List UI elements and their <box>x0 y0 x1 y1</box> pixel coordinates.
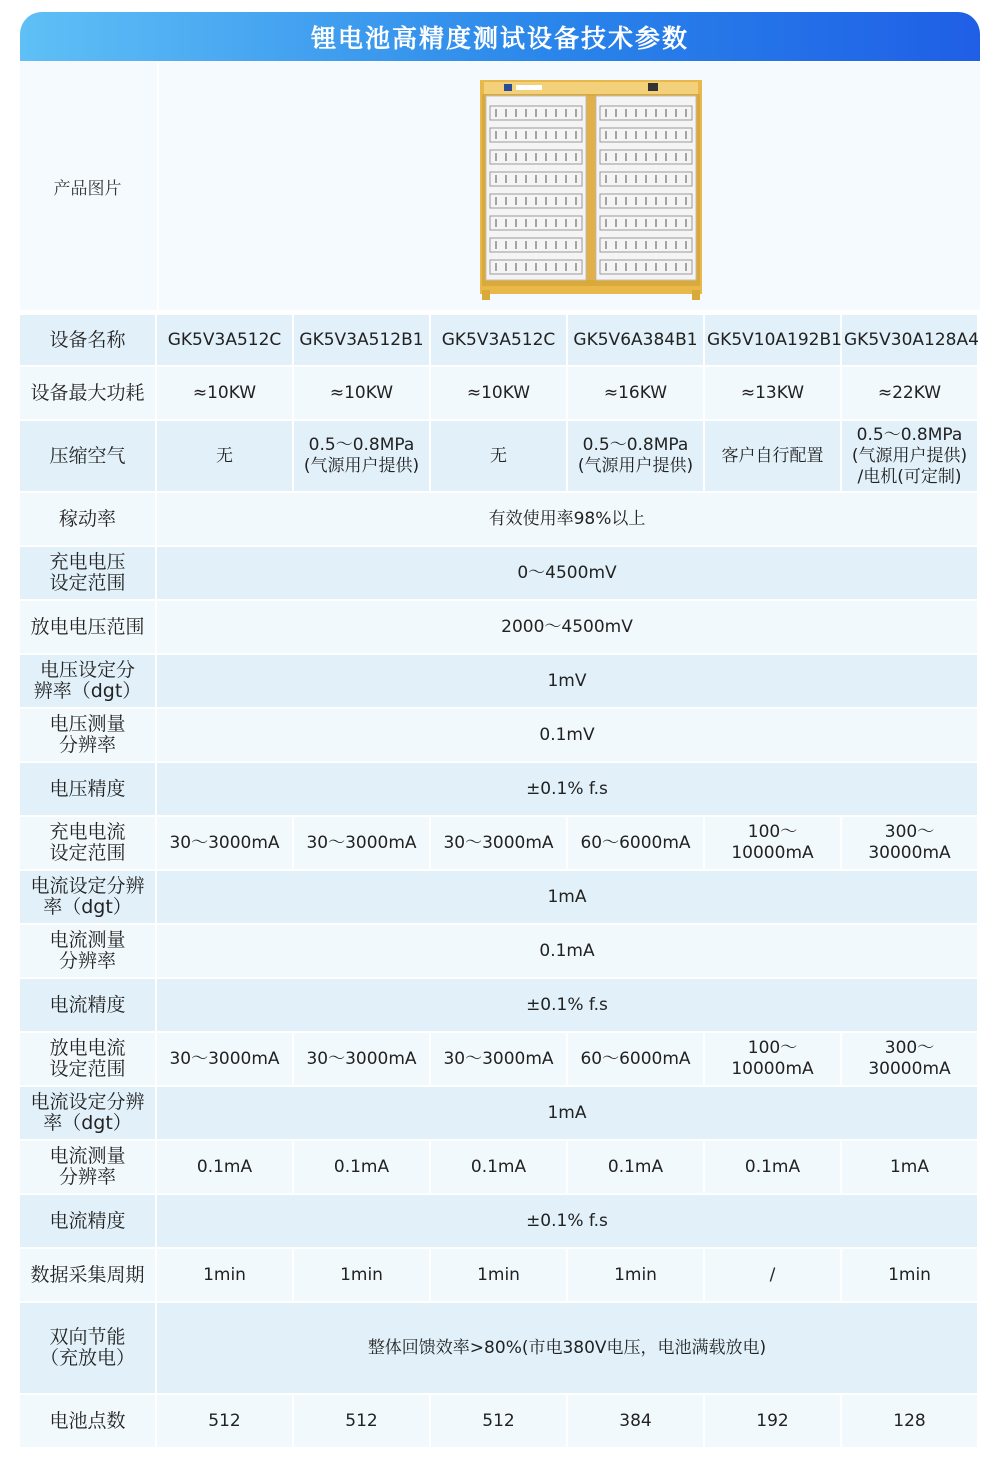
row-label: 电流设定分辨 率（dgt） <box>20 871 155 923</box>
divider <box>157 62 159 310</box>
row-label: 电流设定分辨 率（dgt） <box>20 1087 155 1139</box>
row-value: 1mA <box>842 1141 977 1193</box>
row-value: 0.1mA <box>294 1141 429 1193</box>
row-label: 电池点数 <box>20 1395 155 1447</box>
row-value: 384 <box>568 1395 703 1447</box>
row-label: 设备名称 <box>20 315 155 365</box>
row-value: 1mV <box>157 655 977 707</box>
row-label: 电流精度 <box>20 1195 155 1247</box>
row-value: 30～3000mA <box>431 1033 566 1085</box>
table-row <box>20 315 977 365</box>
row-value: 100～10000mA <box>705 1033 840 1085</box>
row-value: 0.1mA <box>431 1141 566 1193</box>
row-value: ≈16KW <box>568 367 703 419</box>
table-row <box>20 601 977 653</box>
row-value: 0.1mV <box>157 709 977 761</box>
table-row <box>20 1395 977 1447</box>
row-value: 192 <box>705 1395 840 1447</box>
table-row <box>20 1303 977 1393</box>
product-photo-label: 产品图片 <box>20 62 155 310</box>
row-value: 30～3000mA <box>294 817 429 869</box>
row-label: 双向节能 （充放电） <box>20 1303 155 1393</box>
row-value: 512 <box>157 1395 292 1447</box>
table-row <box>20 979 977 1031</box>
row-value: 30～3000mA <box>431 817 566 869</box>
row-label: 电压设定分 辨率（dgt） <box>20 655 155 707</box>
battery-tester-cabinet-image <box>480 80 702 302</box>
table-row <box>20 709 977 761</box>
row-label: 稼动率 <box>20 493 155 545</box>
row-label: 充电电压 设定范围 <box>20 547 155 599</box>
table-row <box>20 1033 977 1085</box>
row-value: 无 <box>431 421 566 491</box>
row-value: GK5V3A512C <box>431 315 566 365</box>
row-value: 300～30000mA <box>842 1033 977 1085</box>
table-row <box>20 817 977 869</box>
row-label: 电压测量 分辨率 <box>20 709 155 761</box>
row-value: 2000～4500mV <box>157 601 977 653</box>
row-label: 电流测量 分辨率 <box>20 925 155 977</box>
row-value: 1min <box>842 1249 977 1301</box>
row-value: 512 <box>294 1395 429 1447</box>
row-label: 电流测量 分辨率 <box>20 1141 155 1193</box>
table-row <box>20 547 977 599</box>
row-value: 0.1mA <box>568 1141 703 1193</box>
row-value: 512 <box>431 1395 566 1447</box>
table-row <box>20 763 977 815</box>
table-row <box>20 1087 977 1139</box>
row-value: 1min <box>431 1249 566 1301</box>
row-label: 压缩空气 <box>20 421 155 491</box>
row-value: 整体回馈效率>80%(市电380V电压，电池满载放电) <box>157 1303 977 1393</box>
row-value: 有效使用率98%以上 <box>157 493 977 545</box>
spec-table <box>18 313 979 1449</box>
row-label: 电流精度 <box>20 979 155 1031</box>
product-photo-row <box>20 62 980 310</box>
row-value: GK5V3A512C <box>157 315 292 365</box>
row-value: 30～3000mA <box>157 817 292 869</box>
row-value: 客户自行配置 <box>705 421 840 491</box>
table-row <box>20 1249 977 1301</box>
row-value: 0～4500mV <box>157 547 977 599</box>
page-title: 锂电池高精度测试设备技术参数 <box>20 12 980 61</box>
row-value: 128 <box>842 1395 977 1447</box>
row-value: GK5V30A128A4 <box>842 315 977 365</box>
row-value: 0.5～0.8MPa (气源用户提供) <box>568 421 703 491</box>
row-value: ≈10KW <box>157 367 292 419</box>
row-value: 30～3000mA <box>294 1033 429 1085</box>
row-value: 1min <box>568 1249 703 1301</box>
row-value: 100～10000mA <box>705 817 840 869</box>
row-value: ≈10KW <box>431 367 566 419</box>
row-value: 1min <box>294 1249 429 1301</box>
table-row <box>20 1141 977 1193</box>
row-value: / <box>705 1249 840 1301</box>
row-value: 1min <box>157 1249 292 1301</box>
row-value: 0.5～0.8MPa (气源用户提供) /电机(可定制) <box>842 421 977 491</box>
table-row <box>20 493 977 545</box>
row-value: ≈10KW <box>294 367 429 419</box>
product-photo <box>480 80 702 302</box>
row-value: ≈13KW <box>705 367 840 419</box>
row-value: 0.1mA <box>705 1141 840 1193</box>
row-value: 1mA <box>157 871 977 923</box>
row-label: 放电电压范围 <box>20 601 155 653</box>
row-value: 60～6000mA <box>568 1033 703 1085</box>
row-value: 60～6000mA <box>568 817 703 869</box>
row-value: 无 <box>157 421 292 491</box>
row-label: 设备最大功耗 <box>20 367 155 419</box>
row-label: 放电电流 设定范围 <box>20 1033 155 1085</box>
table-row <box>20 925 977 977</box>
row-label: 数据采集周期 <box>20 1249 155 1301</box>
row-value: 300～30000mA <box>842 817 977 869</box>
row-value: 1mA <box>157 1087 977 1139</box>
row-value: GK5V10A192B1 <box>705 315 840 365</box>
table-row <box>20 421 977 491</box>
row-label: 充电电流 设定范围 <box>20 817 155 869</box>
row-value: GK5V6A384B1 <box>568 315 703 365</box>
row-value: ≈22KW <box>842 367 977 419</box>
row-value: GK5V3A512B1 <box>294 315 429 365</box>
row-value: ±0.1% f.s <box>157 763 977 815</box>
table-row <box>20 1195 977 1247</box>
table-row <box>20 871 977 923</box>
row-value: 0.1mA <box>157 925 977 977</box>
row-value: ±0.1% f.s <box>157 1195 977 1247</box>
table-row <box>20 367 977 419</box>
row-value: ±0.1% f.s <box>157 979 977 1031</box>
row-value: 0.1mA <box>157 1141 292 1193</box>
row-label: 电压精度 <box>20 763 155 815</box>
row-value: 30～3000mA <box>157 1033 292 1085</box>
row-value: 0.5～0.8MPa (气源用户提供) <box>294 421 429 491</box>
table-row <box>20 655 977 707</box>
